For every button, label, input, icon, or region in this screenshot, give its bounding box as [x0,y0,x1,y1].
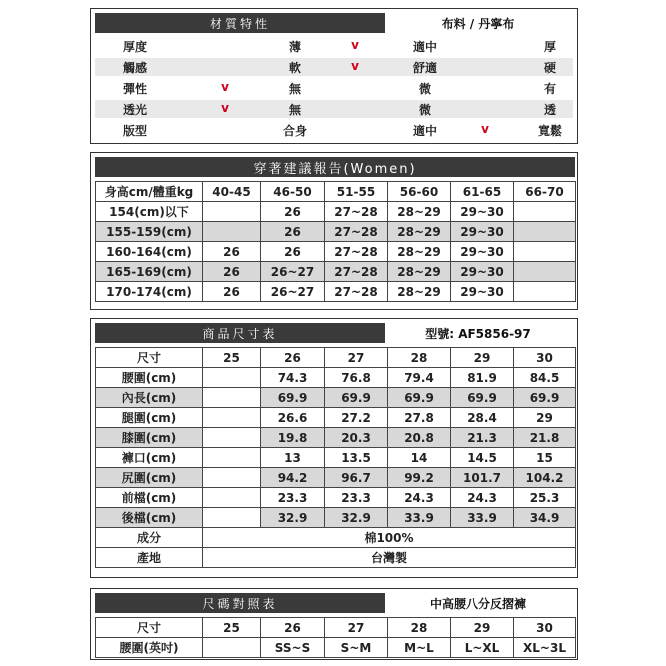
conversion-header-cell: 尺寸 [96,618,203,638]
wear-cell: 154(cm)以下 [96,202,203,222]
wear-cell [514,222,576,242]
size-cell: 19.8 [261,428,325,448]
model-number: 型號: AF5856-97 [425,326,531,341]
material-level: 無 [288,103,302,117]
size-section [90,318,578,578]
conversion-cell: 腰圍(英吋) [96,638,203,658]
size-cell: 腿圍(cm) [96,408,203,428]
check-mark: v [481,122,489,136]
size-cell [203,468,261,488]
material-level: 適中 [412,40,438,54]
size-cell [203,388,261,408]
material-level: 微 [418,82,432,96]
size-cell: 15 [514,448,576,468]
size-cell: 26.6 [261,408,325,428]
material-title: 材質特性 [95,13,385,33]
wear-header-cell: 66-70 [514,182,576,202]
composition-label: 成分 [96,528,203,548]
conversion-cell: SS~S [261,638,325,658]
table-row [96,222,576,242]
table-row [96,508,576,528]
wear-cell: 26 [203,282,261,302]
material-attr-label: 版型 [122,124,148,138]
size-cell [203,488,261,508]
size-cell: 76.8 [325,368,388,388]
size-header-cell: 30 [514,348,576,368]
wear-cell: 155-159(cm) [96,222,203,242]
size-header-cell: 27 [325,348,388,368]
size-cell: 104.2 [514,468,576,488]
material-row [95,58,573,76]
size-cell: 內長(cm) [96,388,203,408]
material-level: 透 [543,103,557,117]
table-row [96,242,576,262]
size-cell: 後檔(cm) [96,508,203,528]
size-header-cell: 26 [261,348,325,368]
material-level: 適中 [412,124,438,138]
wear-suggestion-section [90,152,578,310]
size-cell: 79.4 [388,368,451,388]
material-attr-label: 觸感 [122,61,148,75]
wear-cell: 28~29 [388,282,451,302]
size-cell: 33.9 [388,508,451,528]
wear-table [95,181,576,302]
wear-header-cell: 61-65 [451,182,514,202]
table-row [96,408,576,428]
size-cell: 69.9 [451,388,514,408]
check-mark: v [221,80,229,94]
material-level: 厚 [543,40,557,54]
material-attr-label: 透光 [122,103,148,117]
table-row [96,428,576,448]
size-cell: 101.7 [451,468,514,488]
wear-cell: 26~27 [261,282,325,302]
table-row [96,468,576,488]
wear-cell: 29~30 [451,282,514,302]
size-cell [203,408,261,428]
wear-cell [203,202,261,222]
table-row [96,388,576,408]
size-cell: 13.5 [325,448,388,468]
size-cell: 25.3 [514,488,576,508]
wear-cell [514,282,576,302]
wear-header-cell: 身高cm/體重kg [96,182,203,202]
wear-cell: 26~27 [261,262,325,282]
wear-cell: 28~29 [388,262,451,282]
wear-cell: 165-169(cm) [96,262,203,282]
wear-cell [203,222,261,242]
conversion-header-cell: 28 [388,618,451,638]
style-name: 中高腰八分反摺褲 [429,596,526,611]
size-cell [203,428,261,448]
material-row [95,37,573,55]
composition-value: 棉100% [203,528,576,548]
wear-cell: 26 [203,242,261,262]
size-cell: 69.9 [261,388,325,408]
wear-cell: 27~28 [325,222,388,242]
material-level: 合身 [282,124,308,138]
check-mark: v [351,38,359,52]
size-cell: 腰圍(cm) [96,368,203,388]
material-attr-label: 厚度 [122,40,148,54]
table-row [96,638,576,658]
wear-cell: 29~30 [451,262,514,282]
size-cell: 14 [388,448,451,468]
size-cell [203,508,261,528]
conversion-cell: S~M [325,638,388,658]
size-cell: 32.9 [325,508,388,528]
wear-cell: 26 [261,222,325,242]
material-level: 寬鬆 [537,124,563,138]
table-row [96,262,576,282]
size-cell: 74.3 [261,368,325,388]
size-header-cell: 尺寸 [96,348,203,368]
table-row [96,282,576,302]
size-cell: 24.3 [451,488,514,508]
size-cell: 84.5 [514,368,576,388]
wear-cell: 26 [203,262,261,282]
check-mark: v [351,59,359,73]
wear-header-cell: 46-50 [261,182,325,202]
size-header-cell: 29 [451,348,514,368]
wear-header-cell: 40-45 [203,182,261,202]
size-cell: 尻圍(cm) [96,468,203,488]
wear-cell: 28~29 [388,242,451,262]
conversion-section [90,588,578,660]
size-cell: 27.2 [325,408,388,428]
wear-cell: 160-164(cm) [96,242,203,262]
wear-cell: 28~29 [388,222,451,242]
wear-cell: 170-174(cm) [96,282,203,302]
conversion-table [95,617,576,658]
wear-cell: 28~29 [388,202,451,222]
size-cell: 69.9 [388,388,451,408]
size-title: 商品尺寸表 [95,323,385,343]
size-cell: 28.4 [451,408,514,428]
material-row [95,100,573,118]
size-cell: 69.9 [325,388,388,408]
table-row [96,488,576,508]
size-cell: 14.5 [451,448,514,468]
size-cell: 膝圍(cm) [96,428,203,448]
conversion-header-cell: 27 [325,618,388,638]
size-header-cell: 28 [388,348,451,368]
material-level: 薄 [288,40,302,54]
table-row [96,202,576,222]
table-row [96,448,576,468]
wear-header-cell: 51-55 [325,182,388,202]
fabric-label: 布料 / 丹寧布 [441,16,515,31]
wear-cell: 27~28 [325,242,388,262]
wear-cell: 26 [261,242,325,262]
size-cell: 20.3 [325,428,388,448]
conversion-header-cell: 26 [261,618,325,638]
size-cell: 81.9 [451,368,514,388]
material-level: 微 [418,103,432,117]
wear-cell: 29~30 [451,242,514,262]
size-cell: 21.8 [514,428,576,448]
size-cell: 13 [261,448,325,468]
size-cell: 29 [514,408,576,428]
check-mark: v [221,101,229,115]
conversion-header-cell: 29 [451,618,514,638]
material-level: 舒適 [412,61,438,75]
wear-cell: 29~30 [451,202,514,222]
wear-cell [514,202,576,222]
conversion-title: 尺碼對照表 [95,593,385,613]
conversion-cell: L~XL [451,638,514,658]
size-cell: 33.9 [451,508,514,528]
conversion-header-cell: 25 [203,618,261,638]
size-cell [203,368,261,388]
size-cell: 23.3 [261,488,325,508]
size-cell: 99.2 [388,468,451,488]
wear-cell [514,242,576,262]
material-section [90,8,578,144]
wear-cell: 27~28 [325,202,388,222]
material-row [95,79,573,97]
composition-row [96,528,576,548]
conversion-cell [203,638,261,658]
material-row [95,121,573,139]
size-cell: 23.3 [325,488,388,508]
origin-label: 產地 [96,548,203,568]
wear-cell: 26 [261,202,325,222]
size-cell: 褲口(cm) [96,448,203,468]
wear-title: 穿著建議報告(Women) [95,157,575,177]
size-cell: 前檔(cm) [96,488,203,508]
wear-cell [514,262,576,282]
conversion-cell: XL~3L [514,638,576,658]
conversion-cell: M~L [388,638,451,658]
size-cell: 24.3 [388,488,451,508]
size-cell: 20.8 [388,428,451,448]
wear-cell: 29~30 [451,222,514,242]
size-cell: 96.7 [325,468,388,488]
size-cell [203,448,261,468]
size-cell: 69.9 [514,388,576,408]
material-level: 硬 [543,61,557,75]
material-level: 軟 [288,61,302,75]
size-cell: 32.9 [261,508,325,528]
wear-cell: 27~28 [325,282,388,302]
material-level: 無 [288,82,302,96]
size-cell: 94.2 [261,468,325,488]
table-row [96,368,576,388]
size-header-cell: 25 [203,348,261,368]
origin-row [96,548,576,568]
material-level: 有 [543,82,557,96]
origin-value: 台灣製 [203,548,576,568]
wear-cell: 27~28 [325,262,388,282]
size-cell: 27.8 [388,408,451,428]
material-attr-label: 彈性 [122,82,148,96]
conversion-header-cell: 30 [514,618,576,638]
size-cell: 34.9 [514,508,576,528]
size-table [95,347,576,568]
size-cell: 21.3 [451,428,514,448]
wear-header-cell: 56-60 [388,182,451,202]
